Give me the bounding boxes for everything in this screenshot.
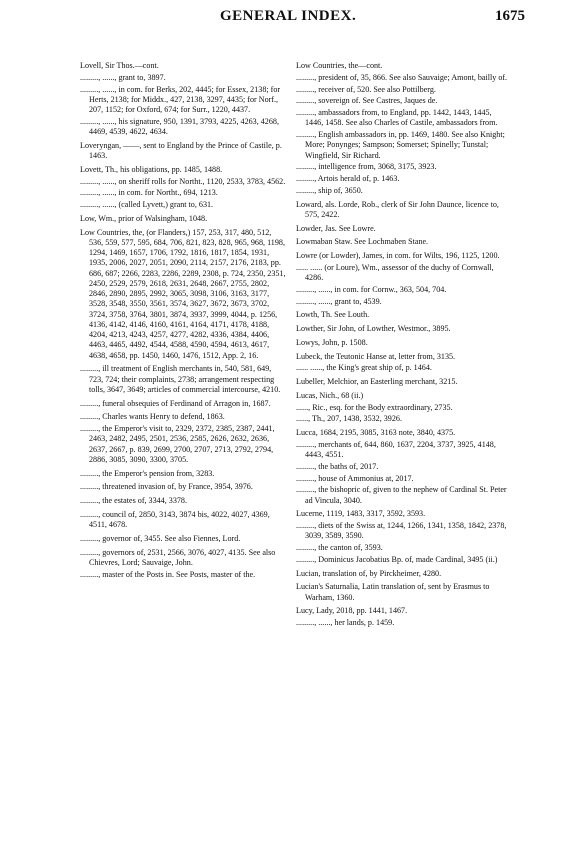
index-entry: ........., ill treatment of English merchants in, 540, 581, 649, 723, 724; their complaints, 2738; arrangement respecting tolls, 3647, 3649; articles of commercial intercourse, 4210.	[80, 364, 281, 394]
index-entry: Lowmaban Staw. See Lochmaben Stane.	[296, 237, 429, 247]
index-entry: ........., ......, grant to, 3897.	[80, 72, 166, 82]
index-entry: ........., merchants of, 644, 860, 1637, 2204, 3737, 3925, 4148, 4443, 4551.	[296, 439, 496, 459]
index-entry: Lowth, Th. See Louth.	[296, 310, 370, 320]
index-entry: ........., diets of the Swiss at, 1244, 1266, 1341, 1358, 1842, 2378, 3039, 3589, 3590.	[296, 521, 507, 541]
page-number: 1675	[495, 8, 525, 24]
index-entry: ........., governor of, 3455. See also Fiennes, Lord.	[80, 533, 241, 543]
index-entry: ........., Charles wants Henry to defend, 1863.	[80, 412, 225, 422]
index-entry: Lucian's Saturnalia, Latin translation of, sent by Erasmus to Warham, 1360.	[296, 582, 490, 602]
index-entry: ......, Th., 207, 1438, 3532, 3926.	[296, 414, 402, 424]
index-entry: Loveryngan, ——, sent to England by the Prince of Castile, p. 1463.	[80, 140, 282, 160]
index-entry: ........., governors of, 2531, 2566, 3076, 4027, 4135. See also Chievres, Lord; Sauvaige, John.	[80, 547, 276, 567]
index-entry: ........., the Emperor's pension from, 3283.	[80, 468, 215, 478]
running-title: GENERAL INDEX.	[220, 8, 357, 24]
index-entry: ........., president of, 35, 866. See also Sauvaige; Amont, bailly of.	[296, 72, 508, 82]
index-entry: ...... ...... (or Loure), Wm., assessor of the duchy of Cornwall, 4286.	[296, 262, 494, 282]
index-entry: Lovett, Th., his obligations, pp. 1485, 1488.	[80, 164, 223, 174]
page-header	[0, 6, 567, 26]
index-entry: ........., house of Ammonius at, 2017.	[296, 473, 414, 483]
index-entry: ........., ......, in com. for Northt., 694, 1213.	[80, 188, 218, 198]
index-entry: ........., master of the Posts in. See Posts, master of the.	[80, 569, 256, 579]
index-entry: ........., funeral obsequies of Ferdinand of Arragon in, 1687.	[80, 398, 271, 408]
index-entry: ........., ......, on sheriff rolls for Northt., 1120, 2533, 3783, 4562.	[80, 176, 286, 186]
index-entry: Lucian, translation of, by Pirckheimer, 4280.	[296, 568, 442, 578]
index-entry: Lucca, 1684, 2195, 3085, 3163 note, 3840, 4375.	[296, 428, 456, 437]
index-entry: Lowther, Sir John, of Lowther, Westmor., 3895.	[296, 324, 451, 333]
index-entry: Low Countries, the, (or Flanders,) 157, 253, 317, 480, 512, 536, 559, 577, 595, 684, 706, 821, 823, 828, 965, 968, 1198, 1294, 1469, 1657, 1706, 1792, 1816, 1817, 1854, 1931, 1935, 2006, 2027, 2051, 2090, 2114, 2157, 2176, 2183, pp. 686, 687; 2266, 2283, 2286, 2289, 2308, p. 724, 2350, 2351, 2450, 2529, 2579, 2618, 2631, 2648, 2667, 2755, 2802, 2846, 2890, 2895, 2992, 3065, 3098, 3106, 3163, 3177, 3528, 3548, 3550, 3561, 3574, 3627, 3672, 3673, 3702, 3724, 3758, 3764, 3801, 3874, 3937, 3999, 4044, p. 1256, 4136, 4142, 4146, 4160, 4161, 4164, 4171, 4178, 4188, 4204, 4213, 4243, 4257, 4277, 4282, 4336, 4384, 4406, 4463, 4465, 4492, 4544, 4588, 4590, 4594, 4613, 4617, 4638, 4658, pp. 1450, 1460, 1476, 1512, App. 2, 16.	[80, 227, 286, 360]
index-entry: Lucy, Lady, 2018, pp. 1441, 1467.	[296, 606, 408, 616]
index-entry: Lovell, Sir Thos.—cont.	[80, 61, 159, 70]
index-entry: ......, Ric., esq. for the Body extraordinary, 2735.	[296, 402, 453, 412]
index-entry: ........., ......, her lands, p. 1459.	[296, 618, 395, 627]
index-entry: ........., Dominicus Jacobatius Bp. of, made Cardinal, 3495 (ii.)	[296, 554, 498, 564]
index-entry: ........., ......, in com. for Berks, 202, 4445; for Essex, 2138; for Herts, 2138; for Middx., 427, 2138, 3297, 4435; for Norf., 207, 1152; for Oxford, 674; for Surr., 1220, 4437.	[80, 84, 281, 114]
index-entry: ........., Artois herald of, p. 1463.	[296, 174, 400, 183]
index-entry: ........., the canton of, 3593.	[296, 543, 383, 552]
index-entry: Lucas, Nich., 68 (ii.)	[296, 390, 364, 400]
index-entry: ........., sovereign of. See Castres, Jaques de.	[296, 96, 438, 106]
index-entry: ........., ......, in com. for Cornw., 363, 504, 704.	[296, 284, 447, 294]
left-column	[80, 61, 287, 581]
index-entry: ........., receiver of, 520. See also Pottilberg.	[296, 84, 436, 94]
index-entry: Lowre (or Lowder), James, in com. for Wilts, 196, 1125, 1200.	[296, 251, 500, 260]
index-entry: Lowder, Jas. See Lowre.	[296, 223, 376, 233]
index-entry: ........., the Emperor's visit to, 2329, 2372, 2385, 2387, 2441, 2463, 2482, 2495, 2501, 2536, 2585, 2626, 2632, 2636, 2637, 2667, p. 839, 2699, 2700, 2707, 2713, 2792, 2794, 2886, 3085, 3090, 3300, 3705.	[80, 424, 275, 464]
index-entry: ........., ship of, 3650.	[296, 185, 363, 195]
index-entry: Loward, als. Lorde, Rob., clerk of Sir John Daunce, licence to, 575, 2422.	[296, 199, 499, 219]
index-entry: ........., English ambassadors in, pp. 1469, 1480. See also Knight; More; Ponynges; Sampson; Somerset; Spinelly; Tunstal; Wingfield, Sir Richard.	[296, 130, 505, 160]
index-entry: ........., the bishopric of, given to the nephew of Cardinal St. Peter ad Vincula, 3040.	[296, 485, 507, 505]
index-entry: Lucerne, 1119, 1483, 3317, 3592, 3593.	[296, 509, 426, 519]
index-entry: Lowys, John, p. 1508.	[296, 337, 368, 347]
index-entry: ...... ......, the King's great ship of, p. 1464.	[296, 363, 432, 373]
index-entry: Lubeck, the Teutonic Hanse at, letter from, 3135.	[296, 351, 456, 361]
index-entry: Low Countries, the—cont.	[296, 61, 383, 70]
index-entry: ........., ambassadors from, to England, pp. 1442, 1443, 1445, 1446, 1458. See also Charles of Castile, ambassadors from.	[296, 108, 498, 128]
index-entry: Lubeller, Melchior, an Easterling merchant, 3215.	[296, 377, 458, 386]
index-entry: ........., council of, 2850, 3143, 3874 bis, 4022, 4027, 4369, 4511, 4678.	[80, 509, 270, 529]
right-column	[296, 61, 510, 630]
index-entry: ........., ......, (called Lyvett,) grant to, 631.	[80, 200, 214, 209]
index-entry: ........., ......, his signature, 950, 1391, 3793, 4225, 4263, 4268, 4469, 4539, 4622, 4634.	[80, 116, 279, 136]
index-entry: ........., the baths of, 2017.	[296, 461, 379, 471]
index-entry: ........., intelligence from, 3068, 3175, 3923.	[296, 162, 437, 172]
index-entry: Low, Wm., prior of Walsingham, 1048.	[80, 213, 208, 223]
index-entry: ........., threatened invasion of, by France, 3954, 3976.	[80, 482, 253, 492]
index-entry: ........., the estates of, 3344, 3378.	[80, 496, 188, 505]
index-entry: ........., ......, grant to, 4539.	[296, 296, 382, 306]
